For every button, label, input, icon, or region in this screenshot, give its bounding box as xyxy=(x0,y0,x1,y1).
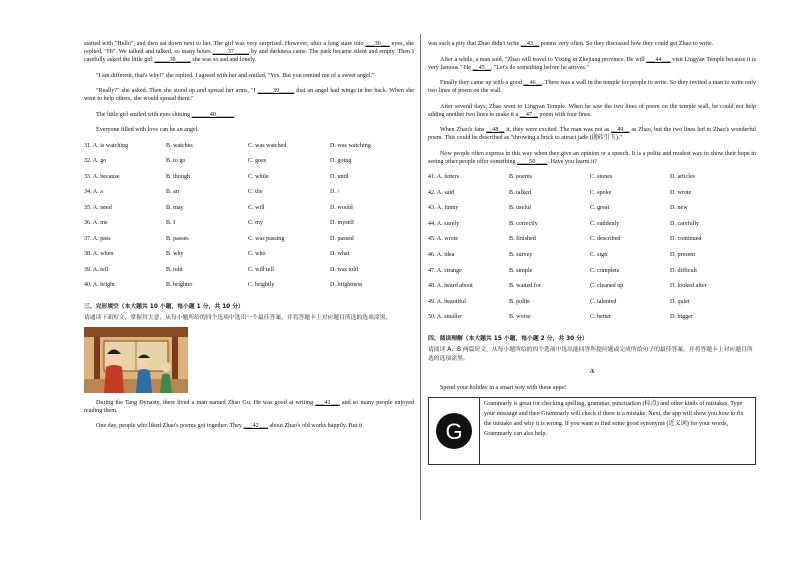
paragraph-oneday: One day, people who liked Zhao's poems got together. They ___42___ about Zhao's old works happily. But it xyxy=(96,423,363,429)
blank-45: __45__ xyxy=(472,64,491,71)
paragraph-everyone: Everyone filled with love can be an angel. xyxy=(96,127,199,133)
option-c: C. spoke xyxy=(590,189,612,196)
option-b: B. waited for xyxy=(509,283,541,290)
option-row xyxy=(428,220,756,236)
option-d: D. would xyxy=(330,204,353,211)
option-row xyxy=(84,157,414,173)
option-d: D. what xyxy=(330,251,350,257)
option-row xyxy=(84,250,414,266)
option-c: C. who xyxy=(248,251,266,257)
option-c: C. was watched xyxy=(248,142,287,149)
grammarly-app-box xyxy=(428,397,756,465)
option-row xyxy=(84,281,414,297)
option-d: D. carefully xyxy=(670,220,700,227)
blank-44: ___44___ xyxy=(646,56,671,63)
blank-43: __43__ xyxy=(520,41,540,47)
option-a: 42. A. said xyxy=(428,189,455,196)
paragraph-spend: Spend your holiday in a smart way with these apps! xyxy=(440,384,567,391)
option-d: D. until xyxy=(330,173,349,180)
option-d: D. / xyxy=(330,189,340,195)
option-a: 50. A. smaller xyxy=(428,314,463,321)
option-b: B. an xyxy=(166,189,179,195)
column-divider xyxy=(420,34,421,520)
option-row xyxy=(84,219,414,235)
option-b: B. useful xyxy=(509,205,532,212)
option-row xyxy=(428,235,756,251)
option-row xyxy=(84,142,414,158)
blank-39: _____39_____ xyxy=(257,88,295,94)
option-a: 38. A. when xyxy=(84,251,114,257)
option-row xyxy=(428,313,756,329)
option-c: C. my xyxy=(248,220,263,226)
left-column xyxy=(84,40,414,438)
blank-38: _____38_____ xyxy=(154,57,191,63)
option-b: B. passes xyxy=(166,235,189,242)
svg-text:G: G xyxy=(445,419,463,445)
option-b: B. though xyxy=(166,173,191,180)
option-a: 33. A. because xyxy=(84,173,120,180)
blank-36: ___36___ xyxy=(365,41,390,47)
blank-46: __46__ xyxy=(523,80,542,86)
option-b: B. may xyxy=(166,204,184,211)
paragraph-finally: Finally they came up with a good __46__. There was a wall in the temple for people to write. So they invited a man to write only two lines of poem on the wall. xyxy=(428,80,757,94)
option-c: C. talented xyxy=(590,298,617,305)
blank-47: __47__ xyxy=(519,111,539,118)
option-b: B. poems xyxy=(509,174,533,180)
option-a: 49. A. beautiful xyxy=(428,298,466,305)
option-b: B. why xyxy=(166,251,184,257)
section-4-heading: 四、阅读理解（本大题共 15 小题，每小题 2 分，共 30 分） xyxy=(428,335,588,342)
paragraph-tang: During the Tang Dynasty, there lived a man named Zhao Gu. He was good at writing ___41___ and so many people enjoyed reading them. xyxy=(84,399,415,414)
option-c: C. stones xyxy=(590,174,613,180)
option-d: D. myself xyxy=(330,220,355,226)
option-c: C. brightly xyxy=(248,282,275,288)
option-c: C. sign xyxy=(590,251,608,258)
option-d: D. brightness xyxy=(330,282,363,288)
option-row xyxy=(84,173,414,189)
option-row xyxy=(428,189,756,205)
option-row xyxy=(84,188,414,204)
option-row xyxy=(428,173,756,189)
option-d: D. passed xyxy=(330,235,354,242)
option-b: B. brighter xyxy=(166,282,193,288)
option-b: B. watches xyxy=(166,142,193,149)
option-row xyxy=(84,204,414,220)
paragraph-different: "I am different, that's why!" she replied. I agreed with her and smiled, "Yes. But you remind me of a sweet angel." xyxy=(96,72,375,79)
option-a: 32. A. go xyxy=(84,158,107,164)
blank-42: ___42___ xyxy=(243,423,268,429)
section-4-directions: 请阅读 A、B 两篇短文，从每小题所给的四个选项中选出能回答所提问题或完成所给句子的最佳答案，并将答题卡上对应题目所选的选项涂黑。 xyxy=(428,346,753,362)
option-row xyxy=(84,266,414,282)
option-d: D. present xyxy=(670,251,696,258)
option-d: D. bigger xyxy=(670,314,694,321)
option-c: C. will tell xyxy=(248,266,274,273)
option-b: B. to go xyxy=(166,158,186,164)
blank-49: __49__ xyxy=(611,127,630,133)
blank-48: __48__ xyxy=(486,127,505,133)
option-a: 41. A. letters xyxy=(428,174,460,180)
option-c: C. great xyxy=(590,205,610,212)
option-a: 43. A. funny xyxy=(428,205,459,212)
option-a: 34. A. a xyxy=(84,189,103,195)
paragraph-really: "Really?" she asked. Then she stood up and spread her arms, "I _____39_____ that an angel had wings in her back. When she went to help others, she would spread them." xyxy=(84,88,414,102)
grammarly-logo xyxy=(429,398,480,464)
option-c: C. was passing xyxy=(248,235,285,242)
tang-dynasty-illustration xyxy=(84,327,188,393)
option-row xyxy=(428,267,756,283)
option-a: 47. A. strange xyxy=(428,267,462,274)
paragraph-fans: When Zhao's fans __48__ it, they were excited. The man was not as __49__ as Zhao, but the two lines led to Zhao's wonderful poem. This could be described as "throwing a brick to attract jade (抛砖引玉)." xyxy=(428,127,756,141)
passage-a-label: A xyxy=(589,368,595,375)
section-3-heading: 三、完形填空（本大题共 10 小题，每小题 1 分，共 10 分） xyxy=(84,303,244,310)
option-d: D. was told xyxy=(330,266,358,273)
option-b: B. simple xyxy=(509,267,533,274)
option-a: 39. A. tell xyxy=(84,266,109,273)
option-row xyxy=(428,282,756,298)
option-row xyxy=(428,204,756,220)
grammarly-logo-icon xyxy=(434,411,474,451)
option-b: B. correctly xyxy=(509,220,538,227)
option-c: C. better xyxy=(590,314,611,321)
blank-50: ____50____ xyxy=(517,158,548,165)
option-a: 40. A. bright xyxy=(84,282,115,288)
option-c: C. while xyxy=(248,173,269,180)
option-a: 31. A. is watching xyxy=(84,142,129,149)
paragraph-started: started with "Hello", and then sat down next to her. The girl was very surprised. However, after a long stare into ___36___ eyes, she replied, "Hi". We talked and talked, so many hours _____37_____ by and darkness came. The park became silent and empty. Then I carefully asked the little girl _____38_____ she was so sad and lonely. xyxy=(84,41,414,63)
option-a: 36. A. me xyxy=(84,220,108,226)
option-a: 46. A. idea xyxy=(428,251,455,258)
option-d: D. looked after xyxy=(670,283,707,290)
option-row xyxy=(428,251,756,267)
blank-37: _____37_____ xyxy=(212,49,250,55)
option-b: B. talked xyxy=(509,189,532,196)
option-row xyxy=(84,235,414,251)
options-table-31-40 xyxy=(84,142,414,297)
blank-41: ___41___ xyxy=(315,399,340,406)
option-d: D. going xyxy=(330,158,352,164)
option-a: 44. A. surely xyxy=(428,220,460,227)
paragraph-while: After a while, a man said, "Zhao will travel to Yixing in Zhejiang province. He will ___44___ visit Lingyan Temple because it is very famous." He __45__, "Let's do something before he arrives." xyxy=(428,56,756,71)
blank-40: ______40______ xyxy=(191,111,235,118)
option-b: B. finished xyxy=(509,236,536,243)
option-d: D. wrote xyxy=(670,189,692,196)
paragraph-after: After several days, Zhao went to Lingyan Temple. When he saw the two lines of poem on the temple wall, he could not help adding another two lines to make it a __47__ poem with four lines. xyxy=(428,103,756,118)
option-row xyxy=(428,298,756,314)
options-table-41-50 xyxy=(428,173,756,329)
grammarly-description: Grammarly is great for checking spelling, grammar, punctuation (标点) and other kinds of mistakes. Type your message and then Grammarly will check if there is a mistake. Next, the app will show you how to fix the mistake and why it is wrong. If you want to find some good synonyms (近义词) for your words, Grammarly can also help. xyxy=(484,401,744,437)
option-c: C. suddenly xyxy=(590,220,620,227)
option-c: C. will xyxy=(248,204,265,211)
paragraph-pity: was such a pity that Zhao didn't write __43__ poems very often. So they discussed how they could get Zhao to write. xyxy=(428,41,714,47)
option-c: C. complete xyxy=(590,267,620,274)
option-b: B. I xyxy=(166,220,176,226)
option-d: D. was watching xyxy=(330,142,371,149)
option-a: 45. A. wrote xyxy=(428,236,459,243)
option-b: B. worse xyxy=(509,314,531,321)
option-d: D. new xyxy=(670,205,688,212)
option-d: D. articles xyxy=(670,174,696,180)
option-a: 37. A. pass xyxy=(84,235,111,242)
option-b: B. polite xyxy=(509,298,530,305)
paragraph-smiled: The little girl smiled with eyes shining ______40______. xyxy=(96,111,236,118)
option-c: C. goes xyxy=(248,158,267,164)
option-b: B. told xyxy=(166,266,183,273)
option-d: D. difficult xyxy=(670,267,697,274)
option-c: C. cleaned up xyxy=(590,283,624,290)
section-3-directions: 请通读下面短文，掌握其大意，从每小题所给的四个选项中选出一个最佳答案，并将答题卡上对应题目所选的选项涂黑。 xyxy=(84,314,392,321)
option-d: D. quiet xyxy=(670,298,690,305)
option-c: C. the xyxy=(248,189,263,195)
right-column xyxy=(428,40,756,465)
option-a: 48. A. heard about xyxy=(428,283,473,290)
option-d: D. continued xyxy=(670,236,702,243)
option-a: 35. A. need xyxy=(84,204,112,211)
option-c: C. described xyxy=(590,236,621,243)
option-b: B. survey xyxy=(509,251,533,258)
paragraph-express: Now people often express in this way when they give an opinion or a speech. It is a polite and modest way to show their hope in seeing other people offer something ____50____. Have you learnt it? xyxy=(428,150,756,165)
